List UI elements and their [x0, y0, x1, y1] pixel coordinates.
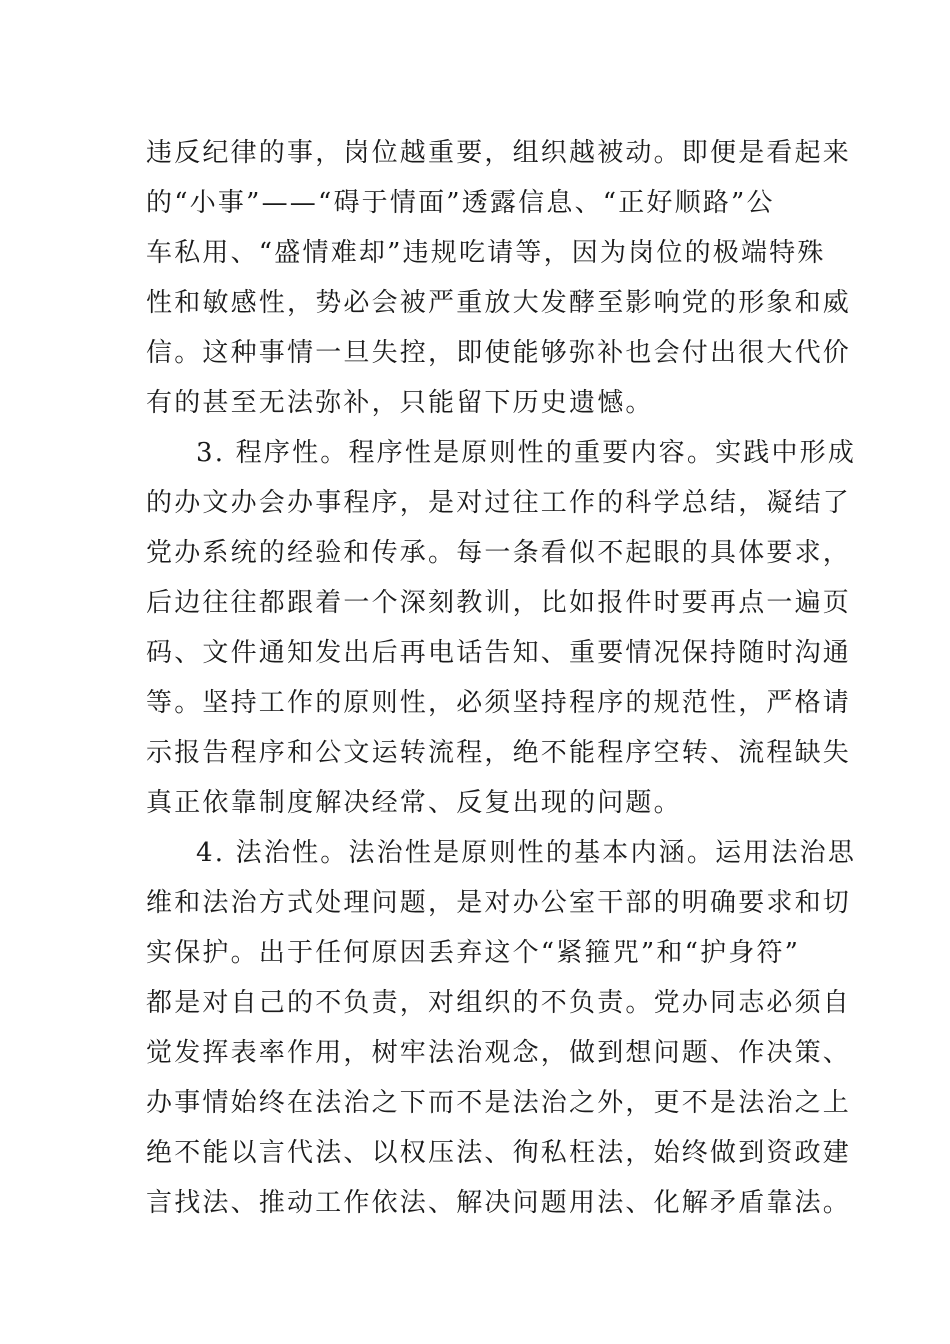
text-line: 有的甚至无法弥补，只能留下历史遗憾。	[146, 388, 654, 418]
text-line: 真正依靠制度解决经常、反复出现的问题。	[146, 788, 682, 818]
text-line: 觉发挥表率作用，树牢法治观念，做到想问题、作决策、	[146, 1038, 852, 1068]
text-line: 维和法治方式处理问题，是对办公室干部的明确要求和切	[146, 888, 852, 918]
text-line: 的办文办会办事程序，是对过往工作的科学总结，凝结了	[146, 488, 852, 518]
text-line: 办事情始终在法治之下而不是法治之外，更不是法治之上	[146, 1088, 852, 1118]
text-line: 言找法、推动工作依法、解决问题用法、化解矛盾靠法。	[146, 1188, 852, 1218]
text-line: 实保护。出于任何原因丢弃这个“紧箍咒”和“护身符”	[146, 938, 801, 968]
text-line: 车私用、“盛情难却”违规吃请等，因为岗位的极端特殊	[146, 238, 826, 268]
text-line: 等。坚持工作的原则性，必须坚持程序的规范性，严格请	[146, 688, 852, 718]
text-line: 示报告程序和公文运转流程，绝不能程序空转、流程缺失	[146, 738, 852, 768]
paragraph-heading-line: 4. 法治性。法治性是原则性的基本内涵。运用法治思	[196, 838, 857, 868]
text-line: 码、文件通知发出后再电话告知、重要情况保持随时沟通	[146, 638, 852, 668]
text-line: 都是对自己的不负责，对组织的不负责。党办同志必须自	[146, 988, 852, 1018]
text-line: 性和敏感性，势必会被严重放大发酵至影响党的形象和威	[146, 288, 852, 318]
text-line: 绝不能以言代法、以权压法、徇私枉法，始终做到资政建	[146, 1138, 852, 1168]
text-line: 的“小事”——“碍于情面”透露信息、“正好顺路”公	[146, 188, 775, 218]
text-line: 党办系统的经验和传承。每一条看似不起眼的具体要求，	[146, 538, 852, 568]
paragraph-heading-line: 3. 程序性。程序性是原则性的重要内容。实践中形成	[196, 438, 857, 468]
text-line: 违反纪律的事，岗位越重要，组织越被动。即便是看起来	[146, 138, 852, 168]
text-line: 信。这种事情一旦失控，即使能够弥补也会付出很大代价	[146, 338, 852, 368]
text-line: 后边往往都跟着一个深刻教训，比如报件时要再点一遍页	[146, 588, 852, 618]
